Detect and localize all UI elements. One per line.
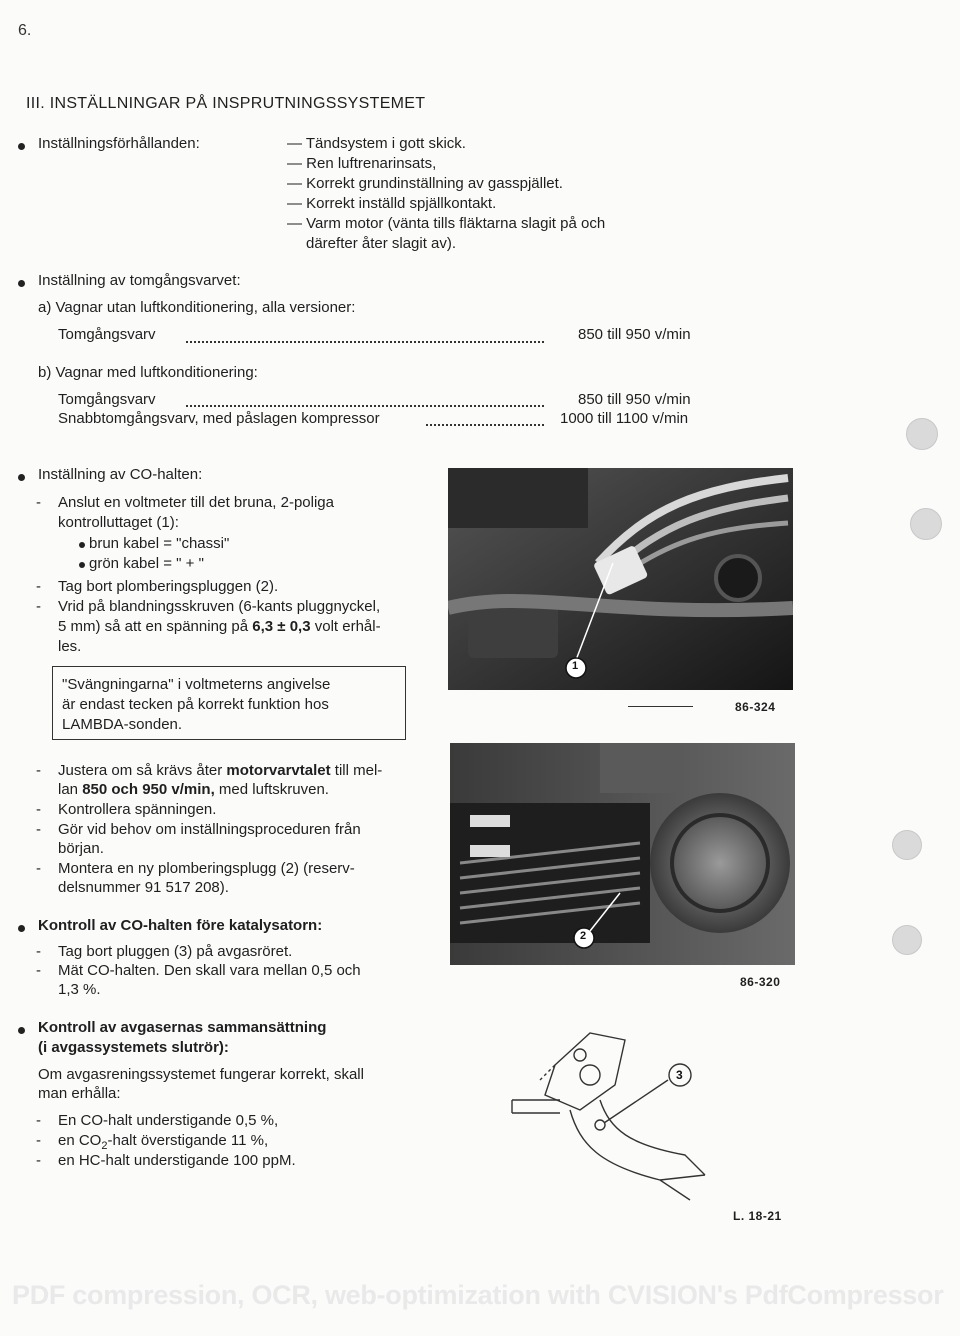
emphasis-text: motorvarvtalet (226, 762, 331, 779)
note-text: är endast tecken på korrekt funktion hos (62, 696, 329, 713)
co-step (58, 781, 329, 798)
co-step-text: med luftskruven. (214, 781, 329, 798)
binder-hole-icon (906, 418, 938, 450)
connector-photo (448, 468, 793, 690)
page-number: 6. (18, 22, 32, 39)
figure-caption: L. 18-21 (733, 1209, 782, 1223)
idle-part-b-heading: b) Vagnar med luftkonditionering: (38, 364, 258, 381)
co-step-text: volt erhål- (310, 618, 381, 635)
co-step: början. (58, 840, 104, 857)
list-dash: - (36, 1152, 41, 1169)
leader-dots (426, 424, 544, 426)
binder-hole-icon (910, 508, 942, 540)
co-step-text: 5 mm) så att en spänning på (58, 618, 253, 635)
spec-value: 850 till 950 v/min (578, 391, 691, 408)
list-dash: - (36, 821, 41, 838)
binder-hole-icon (892, 830, 922, 860)
conditions-label: Inställningsförhållanden: (38, 135, 200, 152)
binder-hole-icon (892, 925, 922, 955)
co-step: Anslut en voltmeter till det bruna, 2-poliga (58, 494, 334, 511)
exhaust-intro: Om avgasreningssystemet fungerar korrekt, skall (38, 1066, 364, 1083)
list-dash: - (36, 762, 41, 779)
mixture-screw-photo-graphic (450, 743, 795, 965)
list-dash: - (36, 578, 41, 595)
spec-value: 1000 till 1100 v/min (560, 410, 689, 427)
bullet-icon (18, 474, 25, 481)
list-dash: - (36, 860, 41, 877)
co-heading: Inställning av CO-halten: (38, 466, 203, 483)
co-step: kontrolluttaget (1): (58, 514, 179, 531)
co-step-text: lan (58, 781, 83, 798)
callout-number: 3 (676, 1068, 683, 1082)
figure-caption: 86-320 (740, 975, 781, 989)
co-step: Vrid på blandningsskruven (6-kants pluggnyckel, (58, 598, 381, 615)
catalyst-step: 1,3 %. (58, 981, 101, 998)
co-step (58, 762, 382, 779)
spec-value: 850 till 950 v/min (578, 326, 691, 343)
section-title: III. INSTÄLLNINGAR PÅ INSPRUTNINGSSYSTEMET (26, 95, 426, 112)
idle-heading: Inställning av tomgångsvarvet: (38, 272, 241, 289)
exhaust-item: en HC-halt understigande 100 ppM. (58, 1152, 296, 1169)
bullet-icon (79, 562, 85, 568)
condition-item: — Varm motor (vänta tills fläktarna slagit på och (287, 215, 606, 232)
voltage-value: 6,3 ± 0,3 (252, 618, 311, 635)
watermark-text: PDF compression, OCR, web-optimization with CVISION's PdfCompressor (12, 1280, 944, 1310)
caption-rule (628, 706, 693, 707)
co-step: Montera en ny plomberingsplugg (2) (reserv- (58, 860, 355, 877)
list-dash: - (36, 1132, 41, 1149)
catalyst-step: Mät CO-halten. Den skall vara mellan 0,5 och (58, 962, 361, 979)
leader-dots (186, 405, 544, 407)
list-dash: - (36, 943, 41, 960)
spec-label: Tomgångsvarv (58, 326, 156, 343)
bullet-icon (18, 925, 25, 932)
condition-continuation: därefter åter slagit av). (306, 235, 457, 252)
co-sub-item: brun kabel = "chassi" (89, 535, 230, 552)
condition-item: — Tändsystem i gott skick. (287, 135, 466, 152)
condition-item: — Korrekt grundinställning av gasspjället. (287, 175, 563, 192)
exhaust-item: En CO-halt understigande 0,5 %, (58, 1112, 279, 1129)
list-dash: - (36, 801, 41, 818)
idle-part-a-heading: a) Vagnar utan luftkonditionering, alla versioner: (38, 299, 356, 316)
spec-label: Snabbtomgångsvarv, med påslagen kompressor (58, 410, 380, 427)
list-dash: - (36, 598, 41, 615)
condition-item: — Korrekt inställd spjällkontakt. (287, 195, 497, 212)
exhaust-pipe-drawing (500, 1015, 800, 1215)
callout-number: 1 (572, 660, 579, 672)
exhaust-heading: Kontroll av avgasernas sammansättning (38, 1019, 327, 1036)
bullet-icon (18, 1027, 25, 1034)
list-dash: - (36, 494, 41, 511)
condition-item: — Ren luftrenarinsats, (287, 155, 437, 172)
co-step-text: till mel- (330, 762, 383, 779)
list-dash: - (36, 962, 41, 979)
subscript: 2 (101, 1140, 108, 1152)
leader-dots (186, 341, 544, 343)
catalyst-step: Tag bort pluggen (3) på avgasröret. (58, 943, 293, 960)
co-step: les. (58, 638, 82, 655)
exhaust-item (58, 1132, 268, 1152)
co-step: Kontrollera spänningen. (58, 801, 217, 818)
note-text: LAMBDA-sonden. (62, 716, 183, 733)
exhaust-item-text: en CO (58, 1132, 102, 1149)
co-step (58, 618, 381, 635)
exhaust-item-text: -halt överstigande 11 %, (107, 1132, 269, 1149)
list-dash: - (36, 1112, 41, 1129)
note-text: "Svängningarna" i voltmeterns angivelse (62, 676, 331, 693)
co-step: delsnummer 91 517 208). (58, 879, 229, 896)
co-sub-item: grön kabel = " + " (89, 555, 204, 572)
bullet-icon (18, 280, 25, 287)
bullet-icon (18, 143, 25, 150)
exhaust-heading: (i avgassystemets slutrör): (38, 1039, 229, 1056)
mixture-screw-photo (450, 743, 795, 965)
bullet-icon (79, 542, 85, 548)
co-step-text: Justera om så krävs åter (58, 762, 227, 779)
connector-photo-graphic (448, 468, 793, 690)
co-step: Gör vid behov om inställningsproceduren från (58, 821, 361, 838)
spec-label: Tomgångsvarv (58, 391, 156, 408)
callout-number: 2 (580, 930, 587, 942)
figure-caption: 86-324 (735, 700, 776, 714)
catalyst-heading: Kontroll av CO-halten före katalysatorn: (38, 917, 323, 934)
emphasis-text: 850 och 950 v/min, (82, 781, 215, 798)
exhaust-intro: man erhålla: (38, 1085, 121, 1102)
co-step: Tag bort plomberingspluggen (2). (58, 578, 279, 595)
